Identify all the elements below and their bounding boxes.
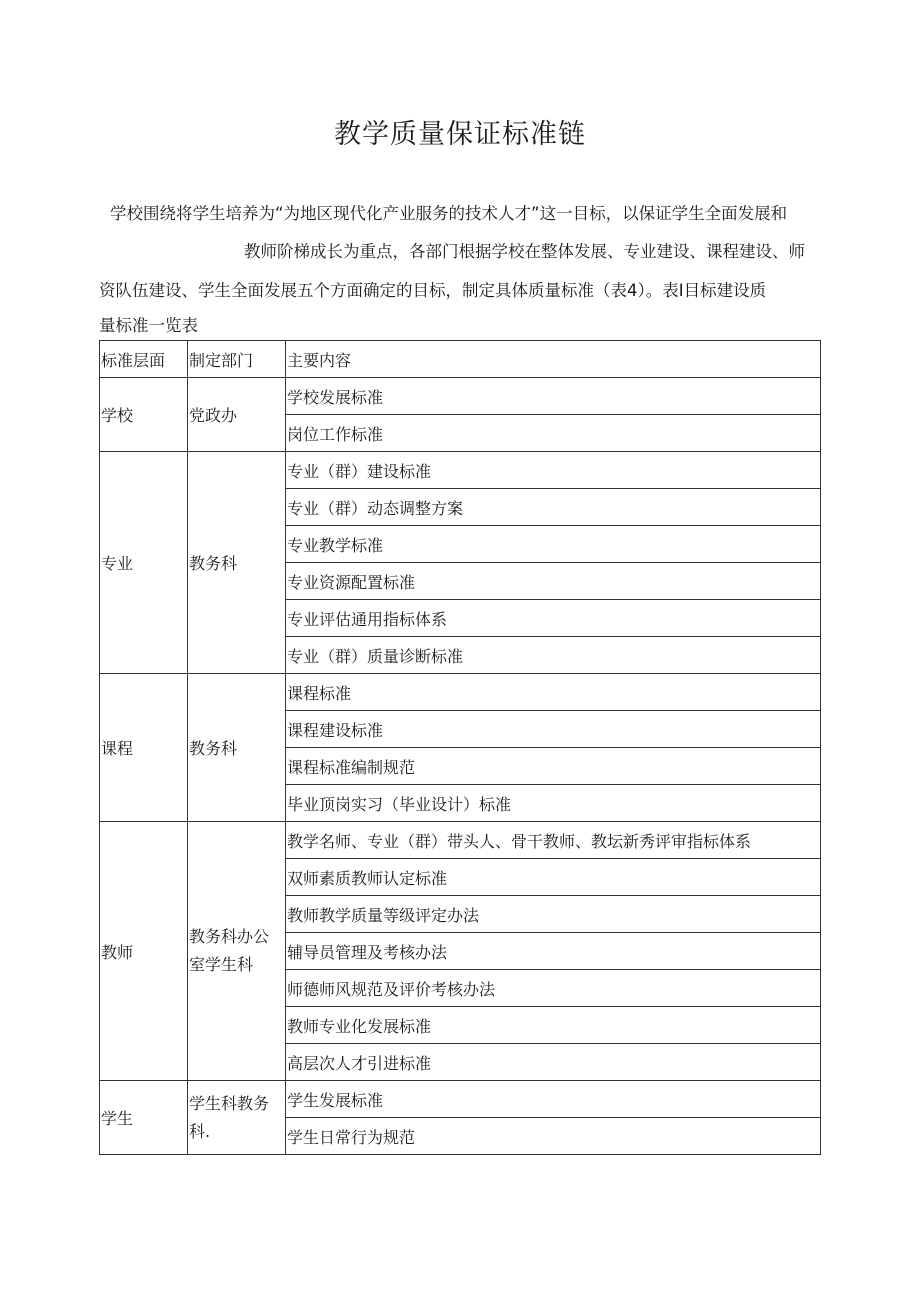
page-title: 教学质量保证标准链 bbox=[334, 119, 586, 150]
content-cell: 双师素质教师认定标准 bbox=[286, 859, 821, 896]
content-cell: 专业（群）动态调整方案 bbox=[286, 489, 821, 526]
content-cell: 学生发展标准 bbox=[286, 1081, 821, 1118]
dept-cell: 教务科 bbox=[188, 452, 286, 674]
table-header-row bbox=[100, 341, 821, 378]
dept-cell: 党政办 bbox=[188, 378, 286, 452]
dept-cell: 教务科办公室学生科 bbox=[188, 822, 286, 1081]
level-cell: 专业 bbox=[100, 452, 188, 674]
intro-line-2: 教师阶梯成长为重点，各部门根据学校在整体发展、专业建设、课程建设、师 bbox=[244, 242, 805, 261]
table-row bbox=[100, 674, 821, 711]
content-cell: 课程标准 bbox=[286, 674, 821, 711]
table-row bbox=[100, 822, 821, 859]
content-cell: 专业（群）建设标准 bbox=[286, 452, 821, 489]
header-content: 主要内容 bbox=[286, 341, 821, 378]
table-row bbox=[100, 1081, 821, 1118]
intro-line-4: 量标准一览表 bbox=[99, 316, 198, 335]
dept-cell: 学生科教务科. bbox=[188, 1081, 286, 1155]
content-cell: 岗位工作标准 bbox=[286, 415, 821, 452]
content-cell: 专业（群）质量诊断标准 bbox=[286, 637, 821, 674]
content-cell: 师德师风规范及评价考核办法 bbox=[286, 970, 821, 1007]
content-cell: 教师专业化发展标准 bbox=[286, 1007, 821, 1044]
content-cell: 毕业顶岗实习（毕业设计）标准 bbox=[286, 785, 821, 822]
content-cell: 课程建设标准 bbox=[286, 711, 821, 748]
content-cell: 专业评估通用指标体系 bbox=[286, 600, 821, 637]
content-cell: 专业资源配置标准 bbox=[286, 563, 821, 600]
dept-cell: 教务科 bbox=[188, 674, 286, 822]
content-cell: 教学名师、专业（群）带头人、骨干教师、教坛新秀评审指标体系 bbox=[286, 822, 821, 859]
header-level: 标准层面 bbox=[100, 341, 188, 378]
content-cell: 高层次人才引进标准 bbox=[286, 1044, 821, 1081]
table-row bbox=[100, 452, 821, 489]
content-cell: 学校发展标准 bbox=[286, 378, 821, 415]
standards-table bbox=[99, 340, 821, 1155]
intro-line-3: 资队伍建设、学生全面发展五个方面确定的目标，制定具体质量标准（表4）。表I目标建设质 bbox=[99, 281, 767, 300]
level-cell: 课程 bbox=[100, 674, 188, 822]
content-cell: 教师教学质量等级评定办法 bbox=[286, 896, 821, 933]
content-cell: 辅导员管理及考核办法 bbox=[286, 933, 821, 970]
content-cell: 课程标准编制规范 bbox=[286, 748, 821, 785]
level-cell: 学生 bbox=[100, 1081, 188, 1155]
table-row bbox=[100, 378, 821, 415]
level-cell: 教师 bbox=[100, 822, 188, 1081]
intro-line-1: 学校围绕将学生培养为“为地区现代化产业服务的技术人才”这一目标，以保证学生全面发展和 bbox=[110, 204, 788, 223]
level-cell: 学校 bbox=[100, 378, 188, 452]
content-cell: 学生日常行为规范 bbox=[286, 1118, 821, 1155]
header-dept: 制定部门 bbox=[188, 341, 286, 378]
content-cell: 专业教学标准 bbox=[286, 526, 821, 563]
